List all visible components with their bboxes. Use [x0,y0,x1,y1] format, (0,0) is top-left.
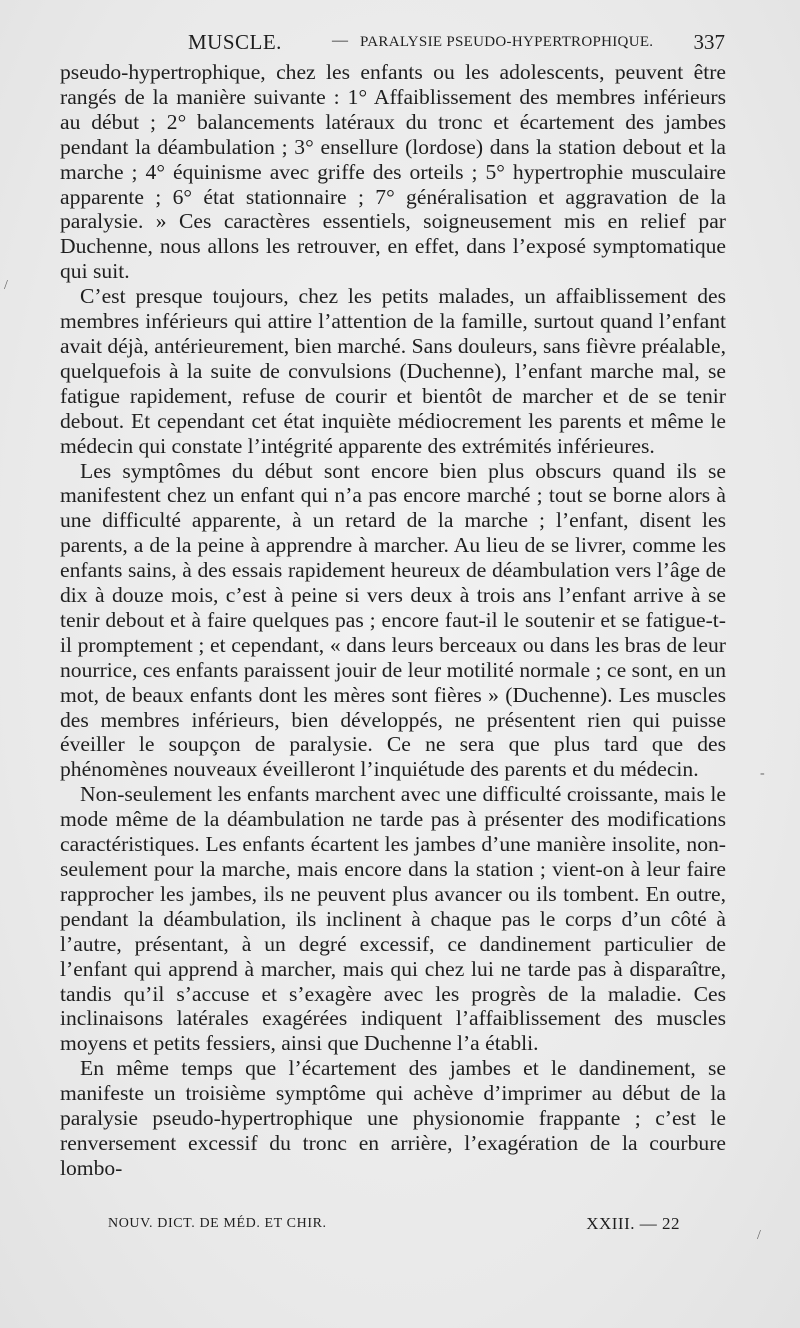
header-separator: — [332,32,348,49]
footer-volume: XXIII. — 22 [586,1214,680,1233]
paragraph-4: Non-seulement les enfants marchent avec une difficulté croissante, mais le mode même de la déambulation ne tarde pas à présenter des modifications caractéristiques. Les enfants écartent les jambes d’une manière insolite, non-seulement pour la marche, mais encore dans la station ; vient-on à leur faire rapprocher les jambes, ils ne peuvent plus avancer ou ils tombent. En outre, pendant la déambulation, ils inclinent à chaque pas le corps d’un côté à l’autre, présentant, à un degré excessif, ce dandinement particulier de l’enfant qui apprend à marcher, mais qui chez lui ne tarde pas à disparaître, tandis qu’il s’accuse et s’exagère avec les progrès de la maladie. Ces inclinaisons latérales exagérées indiquent l’affaiblissement des muscles moyens et petits fessiers, ainsi que Duchenne l’a établi. [60,782,726,1056]
paragraph-2: C’est presque toujours, chez les petits malades, un affaiblissement des membres inférieurs qui attire l’attention de la famille, surtout quand l’enfant avait déjà, antérieurement, bien marché. Sans douleurs, sans fièvre préalable, quelquefois à la suite de convulsions (Duchenne), l’enfant marche mal, se fatigue rapidement, refuse de courir et bientôt de marcher et de se tenir debout. Et cependant cet état inquiète médiocrement les parents et même le médecin qui constate l’intégrité apparente des extrémités inférieures. [60,284,726,458]
margin-dash-mark: - [760,766,765,781]
footer-source: NOUV. DICT. DE MÉD. ET CHIR. [108,1216,327,1231]
header-subtitle: PARALYSIE PSEUDO-HYPERTROPHIQUE. [360,34,654,50]
header-title: MUSCLE. [188,30,282,54]
body-text [60,60,726,1181]
paragraph-3: Les symptômes du début sont encore bien plus obscurs quand ils se manifestent chez un enfant qui n’a pas encore marché ; tout se borne alors à une difficulté apparente, à un retard de la marche ; l’enfant, disent les parents, a de la peine à apprendre à marcher. Au lieu de se livrer, comme les enfants sains, à des essais rapidement heureux de déambulation vers l’âge de dix à douze mois, c’est à peine si vers deux à trois ans l’enfant arrive à se tenir debout et à faire quelques pas ; encore faut-il le soutenir et se fatigue-t-il promptement ; et cependant, « dans leurs berceaux ou dans les bras de leur nourrice, ces enfants paraissent jouir de leur motilité normale ; ce sont, en un mot, de beaux enfants dont les mères sont fières » (Duchenne). Les muscles des membres inférieurs, bien développés, ne présentent rien qui puisse éveiller le soupçon de paralysie. Ce ne sera que plus tard que des phénomènes nouveaux éveilleront l’inquiétude des parents et du médecin. [60,458,726,782]
margin-stroke-mark: / [757,1228,761,1243]
page-number: 337 [693,30,725,54]
running-header [60,30,725,56]
paragraph-5: En même temps que l’écartement des jambes et le dandinement, se manifeste un troisième symptôme qui achève d’imprimer au début de la paralysie pseudo-hypertrophique une physionomie frappante ; c’est le renversement excessif du tronc en arrière, l’exagération de la courbure lombo- [60,1056,726,1180]
page-footer [108,1214,680,1236]
paragraph-1: pseudo-hypertrophique, chez les enfants ou les adolescents, peuvent être rangés de la manière suivante : 1° Affaiblissement des membres inférieurs au début ; 2° balancements latéraux du tronc et écartement des jambes pendant la déambulation ; 3° ensellure (lordose) dans la station debout et la marche ; 4° équinisme avec griffe des orteils ; 5° hypertrophie musculaire apparente ; 6° état stationnaire ; 7° généralisation et aggravation de la paralysie. » Ces caractères essentiels, soigneusement mis en relief par Duchenne, nous allons les retrouver, en effet, dans l’exposé symptomatique qui suit. [60,60,726,284]
margin-speck-mark: / [4,278,8,293]
